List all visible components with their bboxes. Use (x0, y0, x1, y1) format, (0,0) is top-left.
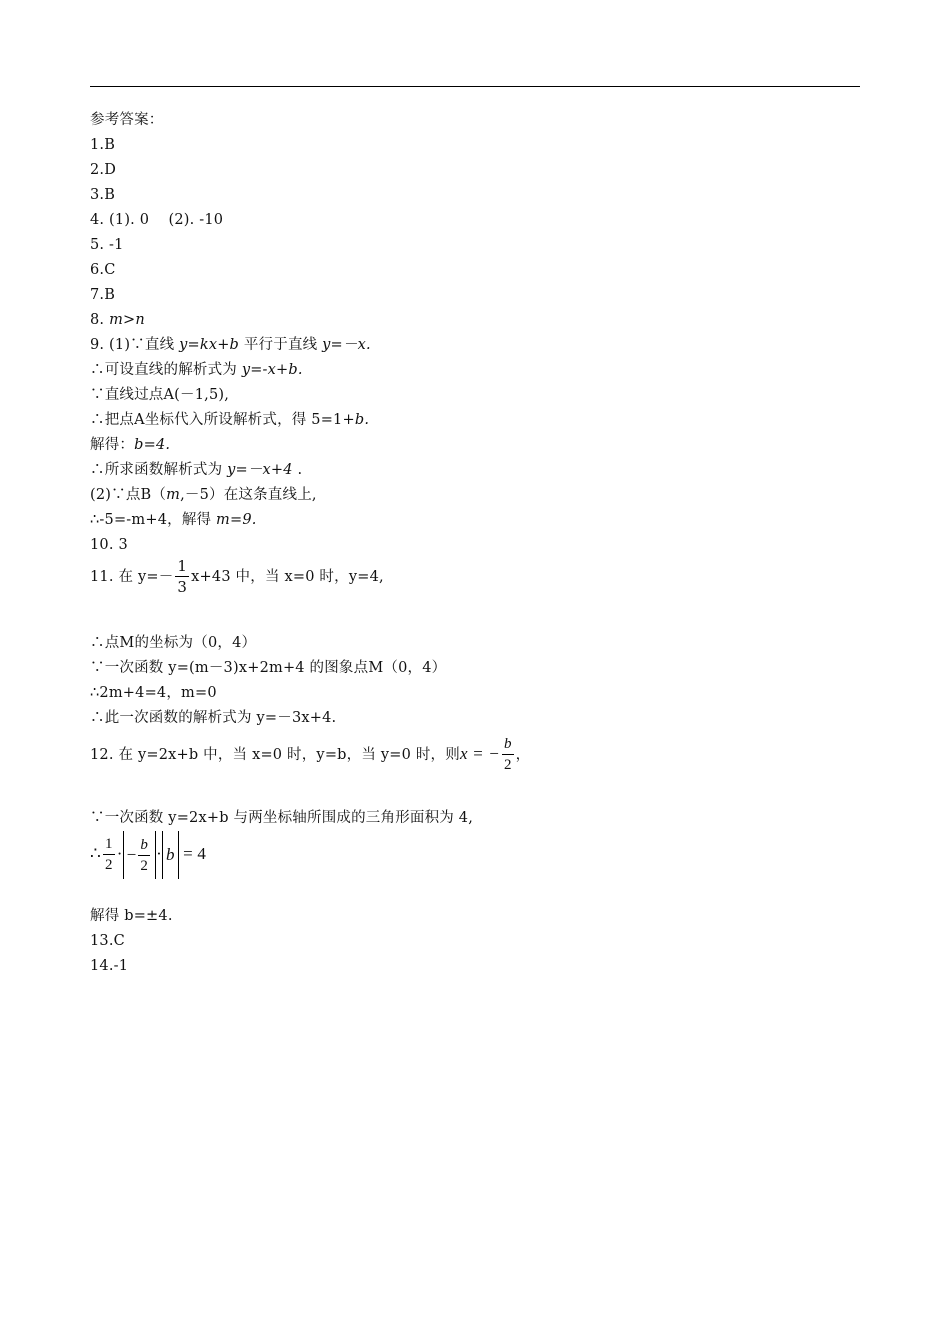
denominator: 3 (177, 578, 188, 596)
answer-4: 4. (1). 0 (2). -10 (90, 212, 224, 228)
text: 11. 在 y=－ (90, 569, 174, 585)
numerator: 1 (103, 837, 115, 855)
formula: m (166, 487, 181, 503)
text: 平行于直线 (239, 337, 323, 353)
answer-9-line-8 (90, 510, 257, 530)
text: . (292, 462, 303, 478)
text: ∴所求函数解析式为 (90, 462, 228, 478)
answer-11-line-2: ∴点M的坐标为（0，4） (90, 635, 257, 651)
text: ∴把点A坐标代入所设解析式，得 5=1+ (90, 412, 355, 428)
therefore-symbol: ∴ (90, 844, 102, 863)
fraction-one-half (103, 837, 115, 873)
numerator: b (502, 737, 514, 755)
fraction-b-over-2 (502, 737, 514, 773)
text: ， (515, 747, 531, 763)
formula: y=kx+b (179, 337, 240, 353)
denominator: 2 (105, 857, 113, 874)
absolute-value-neg-b-over-2 (123, 831, 157, 879)
answer-9-line-1 (90, 335, 371, 355)
numerator: 1 (177, 557, 188, 575)
text: 12. 在 y=2x+b 中，当 x=0 时，y=b，当 y=0 时，则 (90, 747, 460, 763)
text: 9. (1)∵直线 (90, 337, 180, 353)
answer-11-line-3: ∵一次函数 y=(m－3)x+2m+4 的图象点M（0，4） (90, 660, 447, 676)
minus: − (126, 845, 137, 865)
answer-9-line-4 (90, 410, 369, 430)
answer-8-number: 8. (90, 312, 105, 328)
answer-10: 10. 3 (90, 537, 128, 553)
answer-8 (90, 310, 145, 330)
header-rule (90, 86, 860, 87)
text: ∴可设直线的解析式为 (90, 362, 242, 378)
answer-7: 7.B (90, 287, 116, 303)
equation-lhs: x = − (459, 744, 500, 763)
answer-12-line-1 (90, 732, 530, 777)
numerator: b (138, 838, 150, 856)
denominator: 2 (140, 858, 149, 875)
answer-9-line-6 (90, 460, 302, 480)
denominator: 2 (503, 757, 512, 773)
answer-9-line-5 (90, 435, 170, 455)
answer-5: 5. -1 (90, 237, 124, 253)
answer-9-line-3: ∵直线过点A(－1,5), (90, 387, 230, 403)
formula: b. (354, 412, 370, 428)
answer-12-line-4: 解得 b=±4. (90, 908, 173, 924)
answer-12-line-2: ∵一次函数 y=2x+b 与两坐标轴所围成的三角形面积为 4, (90, 810, 474, 826)
answer-13: 13.C (90, 933, 125, 949)
formula: b=4. (134, 437, 171, 453)
formula: y=－x. (322, 337, 371, 353)
absolute-value-b: b (162, 831, 179, 879)
fraction-b-over-2 (138, 838, 150, 874)
text: x+43 中，当 x=0 时，y=4, (191, 569, 384, 585)
text: (2)∵点B（ (90, 487, 167, 503)
answer-6: 6.C (90, 262, 116, 278)
fraction-one-third (175, 559, 189, 595)
answer-9-line-2 (90, 360, 303, 380)
answers-heading: 参考答案： (90, 112, 164, 128)
answer-12-area-equation (90, 830, 206, 879)
answer-3: 3.B (90, 187, 116, 203)
answer-8-expression: m>n (109, 312, 145, 328)
answer-1: 1.B (90, 137, 116, 153)
answer-11-line-1 (90, 556, 384, 598)
answer-14: 14.-1 (90, 958, 129, 974)
text: ,－5）在这条直线上, (180, 487, 317, 503)
answer-2: 2.D (90, 162, 117, 178)
text: 解得： (90, 437, 135, 453)
dot: · (116, 844, 123, 863)
equals-four: = 4 (183, 844, 207, 863)
answer-9-line-7 (90, 485, 317, 505)
answer-11-line-4: ∴2m+4=4，m=0 (90, 685, 217, 701)
text: ∴-5=-m+4，解得 (90, 512, 217, 528)
formula: y=－x+4 (227, 462, 293, 478)
formula: m=9. (216, 512, 257, 528)
answer-11-line-5: ∴此一次函数的解析式为 y=－3x+4. (90, 710, 337, 726)
formula: y=-x+b. (241, 362, 303, 378)
dot: · (156, 844, 162, 863)
